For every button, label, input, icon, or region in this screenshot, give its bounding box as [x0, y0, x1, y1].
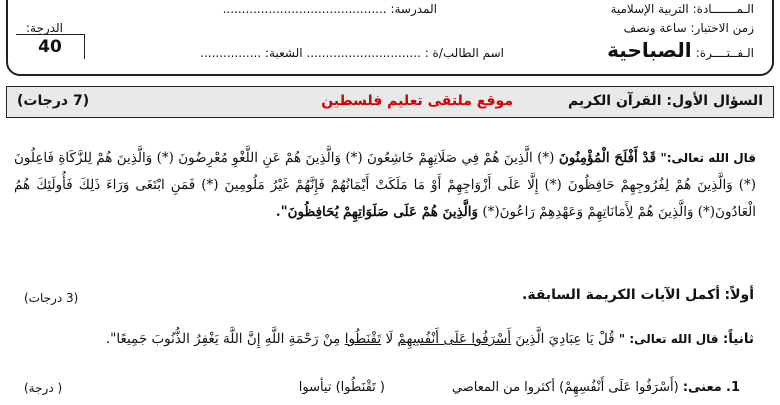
- school-field: ...........................................: [222, 2, 387, 16]
- duration-value: ساعة ونصف: [623, 21, 687, 35]
- verses-text: (*) الَّذِينَ هُمْ فِي صَلَاتِهِمْ خَاشِعُونَ (*) وَالَّذِينَ هُمْ عَنِ اللَّغْوِ مُعْرِضُونَ (*) وَالَّذِينَ هُمْ لِلزَّكَاةِ فَاعِلُونَ (*) وَالَّذِينَ هُمْ لِفُرُوجِهِمْ حَافِظُونَ (*) إِلَّا عَلَى أَزْوَاجِهِمْ أَوْ مَا مَلَكَتْ أَيْمَانُهُمْ فَإِنَّهُمْ غَيْرُ مَلُومِينَ (*) فَمَنِ ابْتَغَى وَرَاءَ ذَلِكَ فَأُولَئِكَ هُمُ الْعَادُونَ(*) وَالَّذِينَ هُمْ لِأَمَانَاتِهِمْ وَعَهْدِهِمْ رَاعُونَ(*): [14, 150, 756, 220]
- item-1: [452, 380, 740, 395]
- task-second-label: ثانياً:: [722, 331, 754, 347]
- question-banner: [6, 86, 774, 118]
- task-second-underline-2: تَقْنَطُوا: [344, 331, 382, 347]
- section-field: ................: [200, 46, 262, 60]
- school-line: [223, 2, 437, 16]
- item-1-marks: ( درجة): [24, 381, 63, 395]
- duration-label: زمن الاختبار:: [690, 21, 754, 35]
- verses-paragraph: [14, 145, 756, 226]
- subject-line: [610, 2, 754, 16]
- section-label: الشعبة:: [265, 46, 303, 60]
- item-1-text-b: ( تَقْنَطُوا) تيأسوا: [298, 380, 385, 395]
- period-line: [607, 38, 754, 62]
- task-second-verse-b: لَا: [385, 331, 394, 347]
- item-1-text-a: (أَسْرَفُوا عَلَى أَنْفُسِهِمْ) أكثروا من المعاصي: [451, 380, 679, 395]
- item-1-number: 1.: [726, 380, 740, 395]
- school-label: المدرسة:: [390, 2, 437, 16]
- task-first-marks: (3 درجات): [24, 291, 79, 305]
- grade-label: الدرجة:: [26, 21, 63, 35]
- item-1-label: معنى:: [682, 380, 722, 395]
- task-second-lead: قال الله تعالى: ": [618, 332, 719, 346]
- task-second-underline-1: أَسْرَفُوا عَلَى أَنْفُسِهِمْ: [397, 331, 512, 347]
- period-value: الصباحية: [607, 38, 692, 62]
- subject-label: الـمـــــــادة:: [692, 2, 754, 16]
- score-total: 40: [16, 34, 85, 59]
- student-label: اسم الطالب/ة :: [424, 46, 504, 60]
- task-second: [106, 331, 754, 347]
- task-first: [522, 287, 754, 303]
- student-line: [200, 46, 504, 60]
- verses-end: يُحَافِظُونَ".: [275, 204, 339, 220]
- task-second-verse-c: مِنْ رَحْمَةِ اللَّهِ إِنَّ اللَّهَ يَغْفِرُ الذُّنُوبَ جَمِيعًا".: [105, 331, 341, 347]
- site-watermark: موقع ملتقى تعليم فلسطين: [321, 93, 513, 109]
- student-name-field: ..............................: [306, 46, 421, 60]
- task-second-verse-a: قُلْ يَا عِبَادِيَ الَّذِينَ: [515, 331, 615, 347]
- question-title: السؤال الأول: القرآن الكريم: [567, 93, 763, 109]
- exam-header: [6, 0, 774, 76]
- task-first-text: أكمل الآيات الكريمة السابقة.: [522, 287, 721, 303]
- verses-lead: قال الله تعالى:": [660, 151, 756, 165]
- period-label: الـفــتــــرة:: [695, 46, 754, 60]
- verses-bold-close: وَالَّذِينَ هُمْ عَلَى صَلَوَاتِهِمْ: [342, 204, 479, 220]
- subject-value: التربية الإسلامية: [610, 2, 689, 16]
- task-first-label: أولاً:: [724, 287, 754, 303]
- verses-bold-open: قَدْ أَفْلَحَ الْمُؤْمِنُونَ: [558, 150, 657, 166]
- question-marks: (7 درجات): [17, 93, 90, 109]
- duration-line: [624, 21, 754, 35]
